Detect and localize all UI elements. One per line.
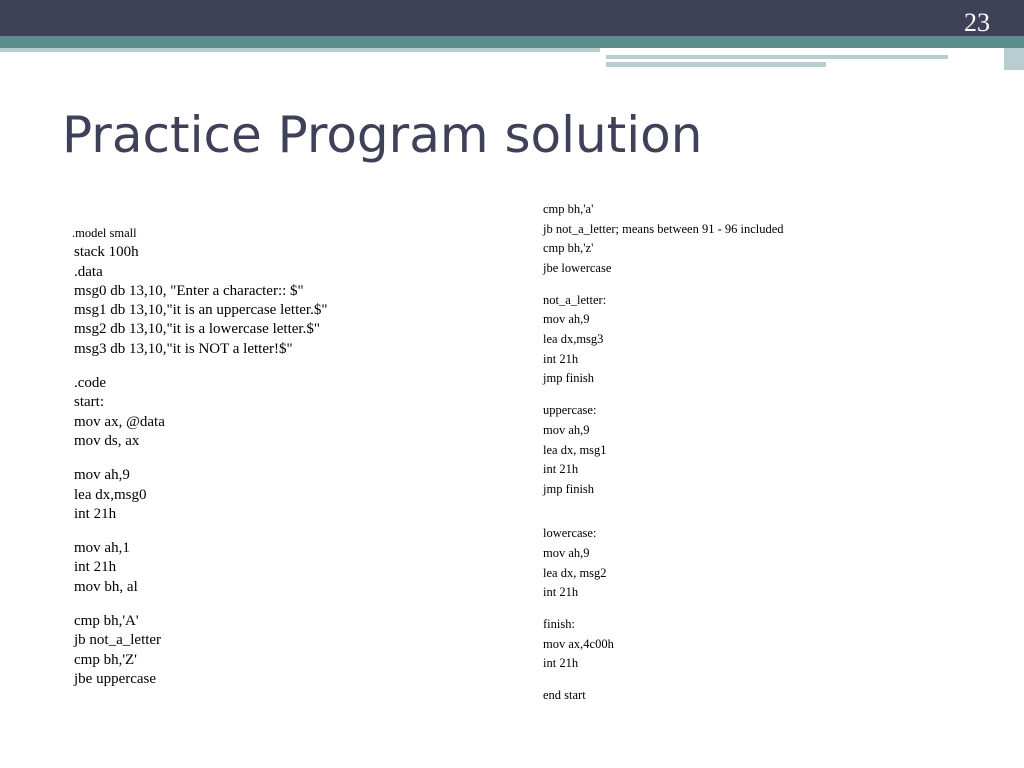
code-line bbox=[543, 603, 784, 616]
code-line: end start bbox=[543, 688, 586, 703]
code-line: int 21h bbox=[543, 462, 579, 477]
code-line bbox=[74, 524, 327, 539]
decorative-stripe bbox=[1004, 48, 1024, 70]
code-line: lea dx, msg1 bbox=[543, 442, 607, 457]
code-line: not_a_letter: bbox=[543, 292, 607, 307]
code-line: msg2 db 13,10,"it is a lowercase letter.$" bbox=[74, 321, 320, 338]
code-line bbox=[543, 674, 784, 687]
slide-number: 23 bbox=[964, 8, 990, 37]
code-line: msg3 db 13,10,"it is NOT a letter!$" bbox=[74, 340, 293, 357]
slide-title: Practice Program solution bbox=[62, 106, 703, 164]
code-column-right bbox=[543, 200, 784, 706]
code-line: int 21h bbox=[74, 505, 117, 522]
code-line bbox=[543, 512, 784, 525]
code-line: mov ah,1 bbox=[74, 540, 130, 557]
decorative-stripe bbox=[606, 55, 948, 59]
code-line: .data bbox=[74, 263, 103, 280]
code-line: cmp bh,'z' bbox=[543, 241, 594, 256]
code-line: lea dx,msg3 bbox=[543, 332, 604, 347]
code-line: start: bbox=[74, 394, 104, 411]
code-line: finish: bbox=[543, 617, 575, 632]
code-line: mov ah,9 bbox=[543, 422, 590, 437]
code-line: cmp bh,'Z' bbox=[74, 651, 137, 668]
code-line: msg1 db 13,10,"it is an uppercase letter.$" bbox=[74, 302, 328, 319]
code-line: .code bbox=[74, 375, 107, 392]
code-line: jb not_a_letter; means between 91 - 96 included bbox=[543, 221, 784, 236]
code-line bbox=[543, 278, 784, 291]
code-line: cmp bh,'a' bbox=[543, 202, 594, 216]
code-line: int 21h bbox=[74, 559, 117, 576]
code-line bbox=[74, 597, 327, 612]
code-line: stack 100h bbox=[74, 244, 139, 261]
code-line: mov ax, @data bbox=[74, 413, 165, 430]
code-line: mov ah,9 bbox=[543, 312, 590, 327]
decorative-stripe bbox=[606, 62, 826, 67]
code-column-left bbox=[74, 224, 327, 689]
code-line: jb not_a_letter bbox=[74, 632, 162, 649]
code-line: jbe lowercase bbox=[543, 260, 612, 275]
code-line: lowercase: bbox=[543, 526, 597, 541]
code-line: int 21h bbox=[543, 656, 579, 671]
code-line: lea dx,msg0 bbox=[74, 486, 147, 503]
code-line: mov bh, al bbox=[74, 578, 138, 595]
header-bar bbox=[0, 0, 1024, 36]
code-line: mov ax,4c00h bbox=[543, 636, 614, 651]
code-line: jmp finish bbox=[543, 481, 595, 496]
code-line: uppercase: bbox=[543, 403, 597, 418]
code-line: mov ah,9 bbox=[543, 545, 590, 560]
code-line bbox=[543, 389, 784, 402]
code-line bbox=[74, 451, 327, 466]
code-line: int 21h bbox=[543, 351, 579, 366]
code-line: msg0 db 13,10, "Enter a character:: $" bbox=[74, 282, 304, 299]
code-line bbox=[543, 499, 784, 512]
header-accent-bar bbox=[0, 36, 1024, 48]
code-line: cmp bh,'A' bbox=[74, 613, 139, 630]
code-line: lea dx, msg2 bbox=[543, 565, 607, 580]
code-line: jmp finish bbox=[543, 371, 595, 386]
code-line: .model small bbox=[72, 226, 137, 240]
code-line: mov ds, ax bbox=[74, 432, 140, 449]
code-line bbox=[74, 359, 327, 374]
code-line: int 21h bbox=[543, 585, 579, 600]
code-line: jbe uppercase bbox=[74, 670, 157, 687]
decorative-stripe bbox=[0, 48, 600, 52]
code-line: mov ah,9 bbox=[74, 467, 130, 484]
